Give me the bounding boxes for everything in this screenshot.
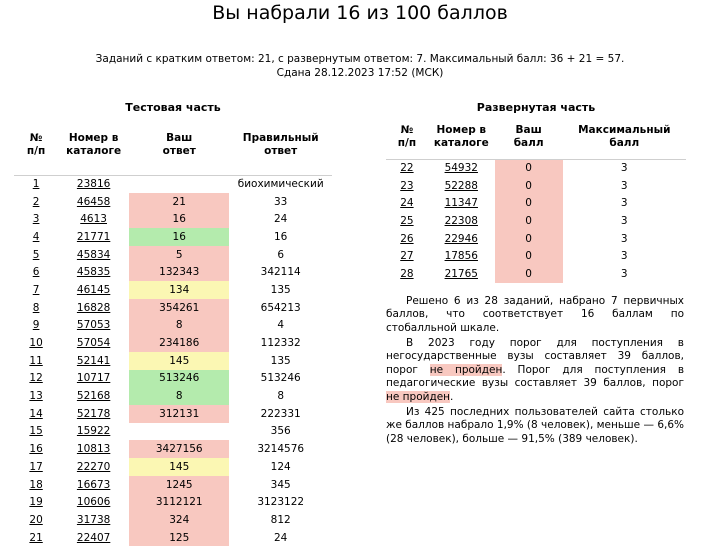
correct-answer-cell: 345 bbox=[270, 478, 291, 491]
catalog-cell bbox=[58, 210, 129, 228]
your-answer-cell: 16 bbox=[129, 210, 229, 228]
correct-answer-cell: 16 bbox=[274, 230, 288, 243]
task-number-link[interactable]: 9 bbox=[32, 319, 40, 332]
table-row bbox=[14, 423, 332, 441]
catalog-cell bbox=[428, 177, 495, 195]
correct-answer-cell: 342114 bbox=[260, 266, 301, 279]
catalog-link[interactable]: 45835 bbox=[76, 266, 111, 279]
catalog-cell bbox=[58, 440, 129, 458]
catalog-cell bbox=[58, 423, 129, 441]
max-score-cell: 3 bbox=[620, 162, 628, 175]
table-row bbox=[14, 476, 332, 494]
catalog-cell bbox=[58, 228, 129, 246]
catalog-link[interactable]: 16828 bbox=[76, 301, 111, 314]
catalog-link[interactable]: 46145 bbox=[76, 283, 111, 296]
catalog-link[interactable]: 22270 bbox=[76, 460, 111, 473]
your-answer-cell: 145 bbox=[129, 458, 229, 476]
task-number-cell bbox=[386, 194, 428, 212]
catalog-link[interactable]: 31738 bbox=[76, 513, 111, 526]
table-row bbox=[386, 177, 686, 195]
task-number-link[interactable]: 22 bbox=[400, 162, 414, 175]
your-score-cell: 0 bbox=[495, 265, 563, 283]
catalog-cell bbox=[58, 193, 129, 211]
correct-answer-cell: 33 bbox=[274, 195, 288, 208]
catalog-link[interactable]: 23816 bbox=[76, 178, 111, 191]
table-row bbox=[14, 317, 332, 335]
correct-answer-cell: 135 bbox=[270, 283, 291, 296]
task-number-link[interactable]: 18 bbox=[29, 478, 43, 491]
your-answer-cell: 16 bbox=[129, 228, 229, 246]
catalog-link[interactable]: 10606 bbox=[76, 496, 111, 509]
exam-info bbox=[0, 52, 720, 80]
task-number-cell bbox=[14, 440, 58, 458]
your-answer-cell: 8 bbox=[129, 387, 229, 405]
catalog-cell bbox=[428, 230, 495, 248]
task-number-link[interactable]: 6 bbox=[32, 266, 40, 279]
table-row bbox=[14, 405, 332, 423]
catalog-link[interactable]: 46458 bbox=[76, 195, 111, 208]
your-score-cell: 0 bbox=[495, 177, 563, 195]
catalog-cell bbox=[428, 159, 495, 177]
exam-info-date: Сдана 28.12.2023 17:52 (МСК) bbox=[276, 67, 444, 79]
table-row bbox=[14, 352, 332, 370]
test-part-section bbox=[14, 101, 332, 546]
correct-answer-cell: 6 bbox=[277, 248, 285, 261]
max-score-cell: 3 bbox=[620, 232, 628, 245]
table-row bbox=[14, 246, 332, 264]
table-row bbox=[14, 175, 332, 193]
task-number-cell bbox=[14, 263, 58, 281]
your-answer-cell: 5 bbox=[129, 246, 229, 264]
task-number-cell bbox=[14, 299, 58, 317]
table-row bbox=[386, 265, 686, 283]
table-row bbox=[386, 194, 686, 212]
task-number-link[interactable]: 26 bbox=[400, 232, 414, 245]
your-answer-cell: 312131 bbox=[129, 405, 229, 423]
your-answer-cell: 134 bbox=[129, 281, 229, 299]
task-number-cell bbox=[14, 175, 58, 193]
catalog-link[interactable]: 22407 bbox=[76, 531, 111, 544]
task-number-link[interactable]: 15 bbox=[29, 425, 43, 438]
your-answer-cell: 145 bbox=[129, 352, 229, 370]
col-correct-answer: Правильный ответ bbox=[242, 132, 319, 157]
catalog-cell bbox=[428, 265, 495, 283]
task-number-link[interactable]: 3 bbox=[32, 213, 40, 226]
your-answer-cell: 132343 bbox=[129, 263, 229, 281]
catalog-cell bbox=[58, 334, 129, 352]
your-score-cell: 0 bbox=[495, 194, 563, 212]
task-number-link[interactable]: 24 bbox=[400, 197, 414, 210]
detailed-part-rows bbox=[386, 159, 686, 283]
task-number-link[interactable]: 28 bbox=[400, 267, 414, 280]
col-your-answer: Ваш ответ bbox=[162, 132, 196, 157]
task-number-cell bbox=[386, 177, 428, 195]
task-number-cell bbox=[14, 334, 58, 352]
table-row bbox=[386, 230, 686, 248]
correct-answer-cell: 112332 bbox=[260, 337, 301, 350]
your-answer-cell: 8 bbox=[129, 317, 229, 335]
table-row bbox=[14, 529, 332, 547]
catalog-cell bbox=[428, 247, 495, 265]
task-number-link[interactable]: 21 bbox=[29, 531, 43, 544]
task-number-link[interactable]: 1 bbox=[32, 178, 40, 191]
result-summary bbox=[386, 295, 684, 446]
catalog-cell bbox=[58, 493, 129, 511]
correct-answer-cell: биохимический bbox=[237, 178, 324, 191]
task-number-cell bbox=[14, 246, 58, 264]
catalog-link[interactable]: 57053 bbox=[76, 319, 111, 332]
catalog-link[interactable]: 57054 bbox=[76, 337, 111, 350]
task-number-cell bbox=[386, 159, 428, 177]
task-number-link[interactable]: 2 bbox=[32, 195, 40, 208]
your-score-cell: 0 bbox=[495, 230, 563, 248]
task-number-cell bbox=[386, 265, 428, 283]
table-row bbox=[14, 387, 332, 405]
correct-answer-cell: 124 bbox=[270, 460, 291, 473]
your-score-cell: 0 bbox=[495, 212, 563, 230]
catalog-link[interactable]: 52168 bbox=[76, 390, 111, 403]
table-row bbox=[14, 458, 332, 476]
page-title: Вы набрали 16 из 100 баллов bbox=[212, 2, 508, 24]
catalog-cell bbox=[58, 281, 129, 299]
detailed-part-section bbox=[386, 101, 686, 448]
catalog-cell bbox=[428, 194, 495, 212]
task-number-cell bbox=[14, 228, 58, 246]
table-row bbox=[14, 299, 332, 317]
task-number-cell bbox=[14, 281, 58, 299]
catalog-link[interactable]: 21765 bbox=[444, 267, 478, 280]
task-number-link[interactable]: 25 bbox=[400, 214, 414, 227]
task-number-link[interactable]: 4 bbox=[32, 230, 40, 243]
table-row bbox=[14, 281, 332, 299]
your-score-cell: 0 bbox=[495, 159, 563, 177]
summary-solved: Решено 6 из 28 заданий, набрано 7 первичных баллов, что соответствует 16 баллам по стобалльной шкале. bbox=[386, 294, 684, 334]
correct-answer-cell: 654213 bbox=[260, 301, 301, 314]
catalog-link[interactable]: 10813 bbox=[76, 443, 111, 456]
task-number-link[interactable]: 27 bbox=[400, 250, 414, 263]
correct-answer-cell: 24 bbox=[274, 531, 288, 544]
detailed-part-table bbox=[386, 115, 686, 283]
col-catalog: Номер в каталоге bbox=[433, 124, 489, 149]
col-number: № п/п bbox=[397, 124, 417, 149]
correct-answer-cell: 513246 bbox=[260, 372, 301, 385]
col-catalog: Номер в каталоге bbox=[66, 132, 122, 157]
task-number-link[interactable]: 12 bbox=[29, 372, 43, 385]
task-number-link[interactable]: 16 bbox=[29, 443, 43, 456]
task-number-link[interactable]: 14 bbox=[29, 407, 43, 420]
task-number-link[interactable]: 11 bbox=[29, 354, 43, 367]
col-number: № п/п bbox=[26, 132, 46, 157]
correct-answer-cell: 3214576 bbox=[257, 443, 305, 456]
task-number-cell bbox=[14, 370, 58, 388]
catalog-link[interactable]: 52288 bbox=[444, 179, 478, 192]
your-answer-cell: 354261 bbox=[129, 299, 229, 317]
table-row bbox=[14, 370, 332, 388]
correct-answer-cell: 812 bbox=[270, 513, 291, 526]
your-answer-cell: 3112121 bbox=[129, 493, 229, 511]
catalog-cell bbox=[58, 529, 129, 547]
table-row bbox=[14, 263, 332, 281]
task-number-cell bbox=[14, 476, 58, 494]
task-number-cell bbox=[14, 193, 58, 211]
task-number-cell bbox=[14, 511, 58, 529]
catalog-cell bbox=[428, 212, 495, 230]
catalog-cell bbox=[58, 352, 129, 370]
catalog-cell bbox=[58, 317, 129, 335]
catalog-link[interactable]: 17856 bbox=[444, 250, 478, 263]
your-score-cell: 0 bbox=[495, 247, 563, 265]
catalog-link[interactable]: 16673 bbox=[76, 478, 111, 491]
task-number-cell bbox=[14, 352, 58, 370]
correct-answer-cell: 8 bbox=[277, 390, 285, 403]
catalog-cell bbox=[58, 370, 129, 388]
table-row bbox=[14, 210, 332, 228]
task-number-link[interactable]: 17 bbox=[29, 460, 43, 473]
max-score-cell: 3 bbox=[620, 179, 628, 192]
your-answer-cell: 125 bbox=[129, 529, 229, 547]
catalog-link[interactable]: 22308 bbox=[444, 214, 478, 227]
task-number-cell bbox=[14, 458, 58, 476]
your-answer-cell: 1245 bbox=[129, 476, 229, 494]
table-row bbox=[14, 493, 332, 511]
task-number-link[interactable]: 8 bbox=[32, 301, 40, 314]
catalog-cell bbox=[58, 246, 129, 264]
table-row bbox=[14, 440, 332, 458]
correct-answer-cell: 3123122 bbox=[257, 496, 305, 509]
threshold-status-badge: не пройден bbox=[429, 363, 503, 376]
max-score-cell: 3 bbox=[620, 250, 628, 263]
catalog-cell bbox=[58, 263, 129, 281]
catalog-link[interactable]: 54932 bbox=[444, 162, 478, 175]
correct-answer-cell: 222331 bbox=[260, 407, 301, 420]
test-part-rows bbox=[14, 175, 332, 546]
task-number-link[interactable]: 5 bbox=[32, 248, 40, 261]
correct-answer-cell: 135 bbox=[270, 354, 291, 367]
your-answer-cell: 324 bbox=[129, 511, 229, 529]
col-max-score: Максимальный балл bbox=[578, 124, 671, 149]
catalog-cell bbox=[58, 405, 129, 423]
threshold-status-badge: не пройден bbox=[386, 390, 451, 403]
catalog-link[interactable]: 21771 bbox=[76, 230, 111, 243]
test-part-title: Тестовая часть bbox=[125, 101, 221, 114]
task-number-cell bbox=[14, 423, 58, 441]
catalog-link[interactable]: 52178 bbox=[76, 407, 111, 420]
col-your-score: Ваш балл bbox=[513, 124, 544, 149]
task-number-link[interactable]: 20 bbox=[29, 513, 43, 526]
task-number-link[interactable]: 19 bbox=[29, 496, 43, 509]
catalog-cell bbox=[58, 476, 129, 494]
max-score-cell: 3 bbox=[620, 197, 628, 210]
table-row bbox=[14, 511, 332, 529]
table-row bbox=[386, 159, 686, 177]
table-row bbox=[14, 193, 332, 211]
your-answer-cell: 21 bbox=[129, 193, 229, 211]
catalog-link[interactable]: 11347 bbox=[444, 197, 478, 210]
catalog-cell bbox=[58, 175, 129, 193]
catalog-link[interactable]: 45834 bbox=[76, 248, 111, 261]
your-answer-cell bbox=[129, 175, 229, 193]
catalog-link[interactable]: 52141 bbox=[76, 354, 111, 367]
summary-statistics: Из 425 последних пользователей сайта столько же баллов набрало 1,9% (8 человек), меньше — 6,6% (28 человек), больше — 91,5% (389 человек). bbox=[386, 406, 684, 445]
task-number-cell bbox=[386, 212, 428, 230]
your-answer-cell: 234186 bbox=[129, 334, 229, 352]
task-number-link[interactable]: 13 bbox=[29, 390, 43, 403]
your-answer-cell: 3427156 bbox=[129, 440, 229, 458]
catalog-cell bbox=[58, 299, 129, 317]
detailed-part-title: Развернутая часть bbox=[476, 101, 596, 114]
table-row bbox=[14, 228, 332, 246]
task-number-link[interactable]: 23 bbox=[400, 179, 414, 192]
your-answer-cell: 513246 bbox=[129, 370, 229, 388]
task-number-cell bbox=[14, 317, 58, 335]
catalog-cell bbox=[58, 387, 129, 405]
table-row bbox=[14, 334, 332, 352]
exam-info-counts: Заданий с кратким ответом: 21, с развернутым ответом: 7. Максимальный балл: 36 + 21 = 57. bbox=[95, 53, 625, 65]
task-number-cell bbox=[386, 247, 428, 265]
catalog-link[interactable]: 15922 bbox=[76, 425, 111, 438]
catalog-cell bbox=[58, 511, 129, 529]
task-number-cell bbox=[14, 529, 58, 547]
catalog-link[interactable]: 22946 bbox=[444, 232, 478, 245]
catalog-link[interactable]: 10717 bbox=[76, 372, 111, 385]
catalog-link[interactable]: 4613 bbox=[80, 213, 107, 226]
catalog-cell bbox=[58, 458, 129, 476]
task-number-cell bbox=[386, 230, 428, 248]
task-number-cell bbox=[14, 405, 58, 423]
task-number-cell bbox=[14, 493, 58, 511]
task-number-link[interactable]: 7 bbox=[32, 283, 40, 296]
correct-answer-cell: 356 bbox=[270, 425, 291, 438]
summary-thresholds: В 2023 году порог для поступления в негосударственные вузы составляет 39 баллов, порог не пройден. Порог для поступления в педагогические вузы составляет 39 баллов, порог не пройден. bbox=[386, 337, 685, 403]
task-number-link[interactable]: 10 bbox=[29, 337, 43, 350]
max-score-cell: 3 bbox=[620, 214, 628, 227]
correct-answer-cell: 4 bbox=[277, 319, 285, 332]
task-number-cell bbox=[14, 387, 58, 405]
table-row bbox=[386, 212, 686, 230]
correct-answer-cell: 24 bbox=[274, 213, 288, 226]
table-row bbox=[386, 247, 686, 265]
task-number-cell bbox=[14, 210, 58, 228]
max-score-cell: 3 bbox=[620, 267, 628, 280]
test-part-table bbox=[14, 115, 332, 546]
your-answer-cell bbox=[129, 423, 229, 441]
